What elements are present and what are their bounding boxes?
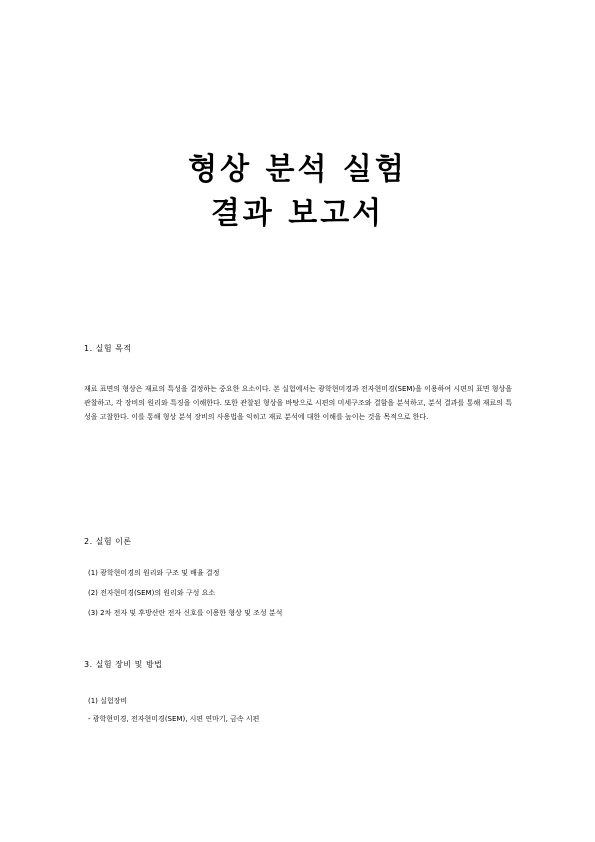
purpose-paragraph: 재료 표면의 형상은 재료의 특성을 결정하는 중요한 요소이다. 본 실험에서는 광학현미경과 전자현미경(SEM)을 이용하여 시편의 표면 형상을 관찰하고, 각 장비의 원리와 특징을 이해한다. 또한 관찰된 형상을 바탕으로 시편의 미세구조와 결함을 분석하고, 분석 결과를 통해 재료의 특성을 고찰한다. 이를 통해 형상 분석 장비의 사용법을 익히고 재료 분석에 대한 이해를 높이는 것을 목적으로 한다. xyxy=(84,385,512,421)
section-heading-theory: 2. 실험 이론 xyxy=(84,537,132,546)
theory-item: (1) 광학현미경의 원리와 구조 및 배율 결정 xyxy=(88,569,220,577)
section-heading-equipment: 3. 실험 장비 및 방법 xyxy=(84,660,163,669)
equipment-subheading: (1) 실험장비 xyxy=(88,697,128,705)
theory-item: (3) 2차 전자 및 후방산란 전자 신호를 이용한 형상 및 조성 분석 xyxy=(88,609,283,617)
document-title-line-2: 결과 보고서 xyxy=(210,196,385,231)
equipment-item: - 광학현미경, 전자현미경(SEM), 시편 연마기, 금속 시편 xyxy=(88,715,260,723)
section-heading-purpose: 1. 실험 목적 xyxy=(84,344,132,353)
document-title-line-1: 형상 분석 실험 xyxy=(188,152,407,187)
theory-item: (2) 전자현미경(SEM)의 원리와 구성 요소 xyxy=(88,589,216,597)
